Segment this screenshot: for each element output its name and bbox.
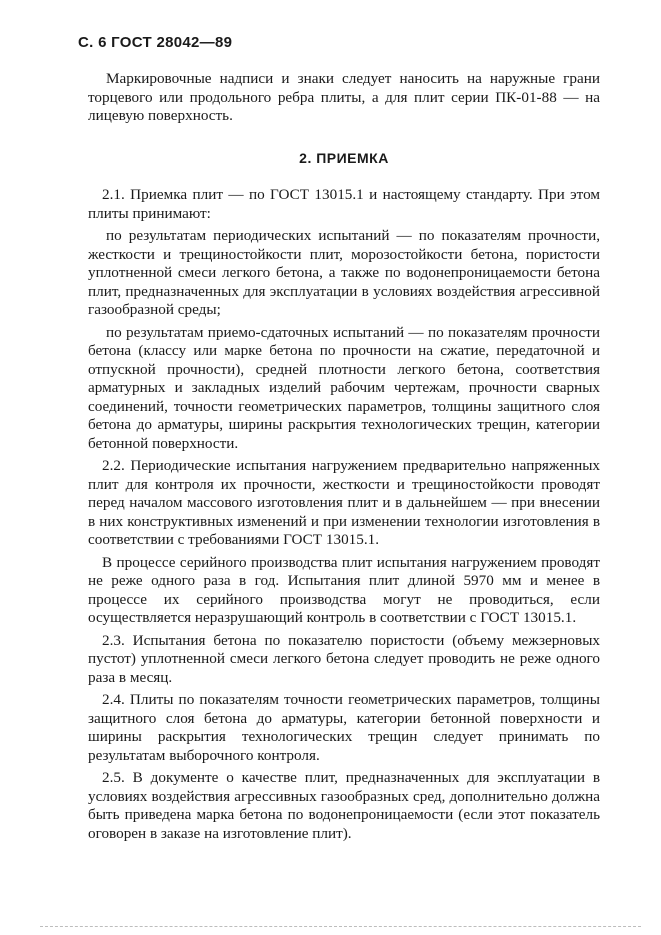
scan-artifact-divider — [40, 926, 641, 930]
intro-paragraph: Маркировочные надписи и знаки следует наносить на наружные грани торцевого или продольного ребра плиты, а для плит серии ПК-01-88 — на лицевую поверхность. — [88, 70, 600, 124]
paragraph-2-3: 2.3. Испытания бетона по показателю пористости (объему межзерновых пустот) уплотненной смеси легкого бетона следует проводить не реже одного раза в месяц. — [88, 631, 600, 686]
intro-block — [88, 70, 600, 130]
paragraph-2-1: 2.1. Приемка плит — по ГОСТ 13015.1 и настоящему стандарту. При этом плиты принимают: — [88, 186, 600, 222]
paragraph-2-2: 2.2. Периодические испытания нагружением предварительно напряженных плит для контроля их прочности, жесткости и трещиностойкости проводят перед началом массового изготовления плит и в дальнейшем — при внесении в них конструктивных изменений и при изменении технологии изготовления в соответствии с требованиями ГОСТ 13015.1. — [88, 457, 600, 548]
paragraph-2-5: 2.5. В документе о качестве плит, предназначенных для эксплуатации в условиях воздействия агрессивных газообразных сред, дополнительно должна быть приведена марка бетона по водонепроницаемости (если этот показатель оговорен в заказе на изготовление плит). — [88, 769, 600, 842]
paragraph-periodic: по результатам периодических испытаний — по показателям прочности, жесткости и трещиностойкости плит, морозостойкости бетона, пористости уплотненной смеси легкого бетона, а также по водонепроницаемости бетона плит, предназначенных для эксплуатации в условиях воздействия агрессивной газообразной среды; — [88, 227, 600, 318]
paragraph-serial: В процессе серийного производства плит испытания нагружением проводят не реже одного раза в год. Испытания плит длиной 5970 мм и менее в процессе их серийного производства могут не проводиться, если осуществляется неразрушающий контроль в соответствии с ГОСТ 13015.1. — [88, 553, 600, 626]
paragraph-2-4: 2.4. Плиты по показателям точности геометрических параметров, толщины защитного слоя бетона до арматуры, категории бетонной поверхности и ширины раскрытия технологических трещин следует принимать по результатам выборочного контроля. — [88, 691, 600, 764]
paragraph-acceptance: по результатам приемо-сдаточных испытаний — по показателям прочности бетона (классу или марке бетона по прочности на сжатие, передаточной и отпускной прочности), средней плотности легкого бетона, соответствия арматурных и закладных изделий рабочим чертежам, прочности сварных соединений, точности геометрических параметров, толщины защитного слоя бетона до арматуры, ширины раскрытия технологических трещин, категории бетонной поверхности. — [88, 323, 600, 452]
section-title: 2. ПРИЕМКА — [299, 150, 389, 166]
page-header: С. 6 ГОСТ 28042—89 — [78, 34, 233, 51]
main-text — [88, 186, 600, 847]
